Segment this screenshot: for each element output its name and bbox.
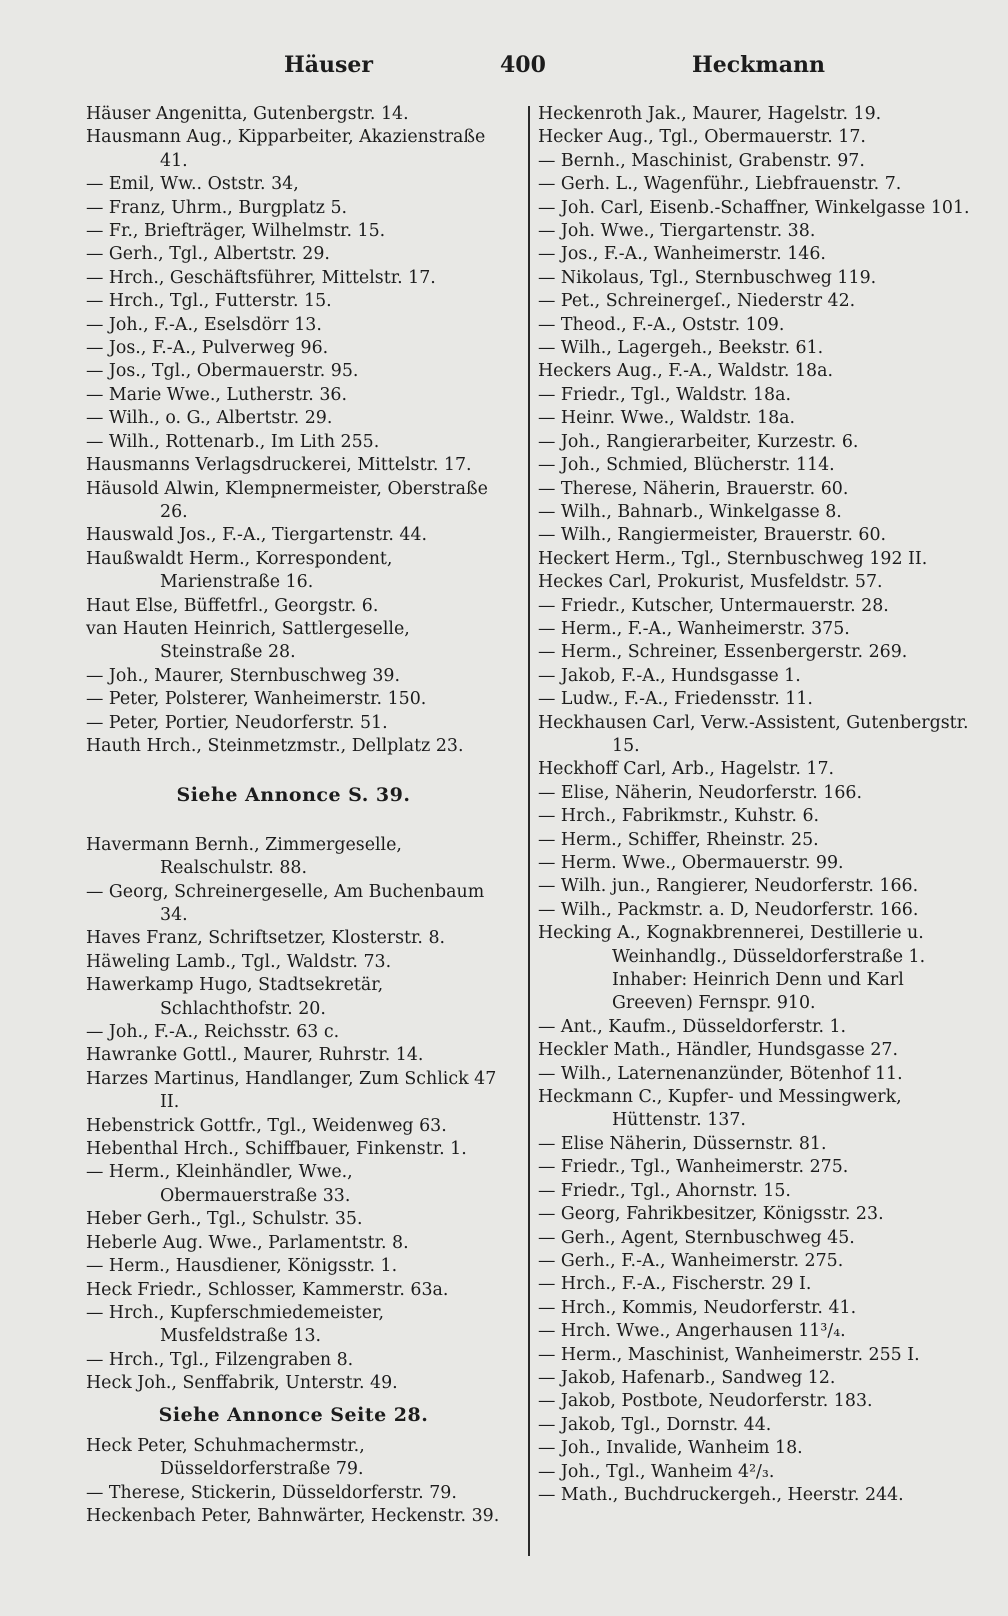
directory-entry: — Herm., Kleinhändler, Wwe., Obermauerstraße 33. bbox=[86, 1162, 353, 1206]
directory-entry: Heck Peter, Schuhmachermstr., Düsseldorferstraße 79. bbox=[86, 1435, 365, 1480]
directory-entry: — Gerh., Tgl., Albertstr. 29. bbox=[86, 244, 330, 265]
directory-entry: — Joh., Tgl., Wanheim 4²/₃. bbox=[538, 1461, 775, 1482]
directory-entry: Hawranke Gottl., Maurer, Ruhrstr. 14. bbox=[86, 1045, 424, 1066]
directory-entry: — Herm., Schreiner, Essenbergerstr. 269. bbox=[538, 642, 908, 663]
directory-entry: Heck Joh., Senffabrik, Unterstr. 49. bbox=[86, 1373, 398, 1394]
header-right-keyword: Heckmann bbox=[692, 52, 825, 78]
directory-entry: Heckhoff Carl, Arb., Hagelstr. 17. bbox=[538, 759, 835, 780]
directory-entry: — Wilh., Lagergeh., Beekstr. 61. bbox=[538, 338, 824, 359]
directory-entry: — Gerh., Agent, Sternbuschweg 45. bbox=[538, 1227, 855, 1248]
directory-entry: — Fr., Briefträger, Wilhelmstr. 15. bbox=[86, 221, 386, 242]
directory-entry: Heckert Herm., Tgl., Sternbuschweg 192 II. bbox=[538, 548, 928, 569]
directory-entry: — Elise, Näherin, Neudorferstr. 166. bbox=[538, 782, 862, 803]
directory-entry: Haves Franz, Schriftsetzer, Klosterstr. 8. bbox=[86, 928, 446, 949]
directory-entry: Heckenroth Jak., Maurer, Hagelstr. 19. bbox=[538, 104, 882, 124]
advertisement-notice: Siehe Annonce S. 39. bbox=[176, 784, 411, 807]
directory-entry: — Hrch., Fabrikmstr., Kuhstr. 6. bbox=[538, 806, 820, 827]
left-entries-group-1 bbox=[86, 103, 501, 758]
directory-entry: — Wilh. jun., Rangierer, Neudorferstr. 166. bbox=[538, 876, 919, 897]
directory-entry: Heck Friedr., Schlosser, Kammerstr. 63a. bbox=[86, 1279, 449, 1300]
directory-entry: — Gerh., F.-A., Wanheimerstr. 275. bbox=[538, 1250, 844, 1271]
directory-entry: — Herm., Hausdiener, Königsstr. 1. bbox=[86, 1256, 398, 1277]
directory-entry: Hebenthal Hrch., Schiffbauer, Finkenstr. 1. bbox=[86, 1139, 467, 1160]
directory-entry: — Wilh., Bahnarb., Winkelgasse 8. bbox=[538, 501, 842, 522]
directory-entry: — Heinr. Wwe., Waldstr. 18a. bbox=[538, 408, 796, 429]
directory-entry: — Friedr., Tgl., Ahornstr. 15. bbox=[538, 1180, 791, 1201]
directory-entry: Heckmann C., Kupfer- und Messingwerk, Hüttenstr. 137. bbox=[538, 1087, 902, 1131]
directory-entry: — Jakob, Postbote, Neudorferstr. 183. bbox=[538, 1391, 873, 1412]
directory-entry: — Joh., F.-A., Reichsstr. 63 c. bbox=[86, 1022, 340, 1043]
right-entries bbox=[538, 103, 978, 1507]
directory-entry: — Herm., F.-A., Wanheimerstr. 375. bbox=[538, 618, 850, 639]
directory-entry: — Wilh., o. G., Albertstr. 29. bbox=[86, 408, 333, 429]
header-left-keyword: Häuser bbox=[284, 52, 374, 78]
directory-entry: — Gerh. L., Wagenführ., Liebfrauenstr. 7. bbox=[538, 174, 902, 195]
directory-entry: — Peter, Polsterer, Wanheimerstr. 150. bbox=[86, 689, 427, 710]
directory-entry: — Georg, Schreinergeselle, Am Buchenbaum 34. bbox=[86, 881, 485, 925]
directory-entry: — Bernh., Maschinist, Grabenstr. 97. bbox=[538, 150, 865, 171]
directory-entry: — Hrch., Tgl., Futterstr. 15. bbox=[86, 291, 332, 312]
directory-entry: — Jos., Tgl., Obermauerstr. 95. bbox=[86, 361, 359, 382]
directory-entry: — Jakob, Hafenarb., Sandweg 12. bbox=[538, 1367, 836, 1388]
directory-entry: Hauth Hrch., Steinmetzmstr., Dellplatz 23. bbox=[86, 735, 464, 756]
directory-entry: Heckler Math., Händler, Hundsgasse 27. bbox=[538, 1040, 899, 1061]
directory-entry: Hausmanns Verlagsdruckerei, Mittelstr. 17. bbox=[86, 455, 472, 476]
directory-entry: — Friedr., Tgl., Wanheimerstr. 275. bbox=[538, 1157, 849, 1178]
directory-entry: — Peter, Portier, Neudorferstr. 51. bbox=[86, 712, 388, 733]
directory-entry: — Marie Wwe., Lutherstr. 36. bbox=[86, 384, 347, 405]
directory-entry: Hauswald Jos., F.-A., Tiergartenstr. 44. bbox=[86, 525, 428, 546]
directory-entry: — Jos., F.-A., Pulverweg 96. bbox=[86, 338, 329, 359]
left-entries-group-2 bbox=[86, 834, 501, 1396]
directory-entry: Hausmann Aug., Kipparbeiter, Akazienstraße 41. bbox=[86, 127, 486, 171]
directory-entry: Heckhausen Carl, Verw.-Assistent, Gutenbergstr. 15. bbox=[538, 712, 969, 756]
directory-entry: — Hrch., Geschäftsführer, Mittelstr. 17. bbox=[86, 267, 436, 288]
directory-entry: — Theod., F.-A., Oststr. 109. bbox=[538, 314, 785, 335]
directory-entry: Heckes Carl, Prokurist, Musfeldstr. 57. bbox=[538, 572, 883, 593]
page-number: 400 bbox=[500, 52, 546, 78]
directory-entry: — Hrch. Wwe., Angerhausen 11³/₄. bbox=[538, 1321, 846, 1342]
left-entries-group-3 bbox=[86, 1435, 501, 1529]
directory-entry: Heberle Aug. Wwe., Parlamentstr. 8. bbox=[86, 1232, 409, 1253]
directory-entry: — Wilh., Rangiermeister, Brauerstr. 60. bbox=[538, 525, 887, 546]
directory-entry: — Herm., Maschinist, Wanheimerstr. 255 I. bbox=[538, 1344, 920, 1365]
directory-entry: — Therese, Stickerin, Düsseldorferstr. 79. bbox=[86, 1482, 457, 1503]
directory-entry: — Herm. Wwe., Obermauerstr. 99. bbox=[538, 853, 844, 873]
directory-entry: — Hrch., Kommis, Neudorferstr. 41. bbox=[538, 1297, 857, 1318]
column-divider bbox=[528, 106, 530, 1556]
directory-entry: — Jakob, F.-A., Hundsgasse 1. bbox=[538, 665, 801, 686]
directory-entry: — Wilh., Rottenarb., Im Lith 255. bbox=[86, 431, 380, 452]
directory-entry: — Therese, Näherin, Brauerstr. 60. bbox=[538, 478, 849, 499]
directory-entry: Heckenbach Peter, Bahnwärter, Heckenstr. 39. bbox=[86, 1506, 500, 1527]
directory-entry: Häusold Alwin, Klempnermeister, Oberstraße 26. bbox=[86, 478, 488, 522]
directory-entry: — Joh., Rangierarbeiter, Kurzestr. 6. bbox=[538, 431, 859, 452]
directory-entry: — Friedr., Kutscher, Untermauerstr. 28. bbox=[538, 595, 889, 616]
directory-entry: Haußwaldt Herm., Korrespondent, Marienstraße 16. bbox=[86, 548, 393, 593]
directory-entry: — Elise Näherin, Düssernstr. 81. bbox=[538, 1133, 827, 1154]
directory-entry: — Jos., F.-A., Wanheimerstr. 146. bbox=[538, 244, 826, 265]
directory-entry: Havermann Bernh., Zimmergeselle, Realschulstr. 88. bbox=[86, 834, 402, 879]
page-header bbox=[86, 52, 986, 88]
directory-entry: — Emil, Ww.. Oststr. 34, bbox=[86, 174, 299, 195]
directory-entry: — Hrch., Tgl., Filzengraben 8. bbox=[86, 1349, 354, 1370]
directory-entry: — Georg, Fahrikbesitzer, Königsstr. 23. bbox=[538, 1204, 884, 1225]
directory-entry: — Pet., Schreinergeſ., Niederstr 42. bbox=[538, 291, 856, 312]
right-column bbox=[538, 103, 978, 1507]
directory-entry: van Hauten Heinrich, Sattlergeselle, Steinstraße 28. bbox=[86, 618, 410, 663]
directory-entry: — Jakob, Tgl., Dornstr. 44. bbox=[538, 1414, 772, 1435]
directory-entry: — Wilh., Laternenanzünder, Bötenhof 11. bbox=[538, 1063, 903, 1084]
directory-entry: Heber Gerh., Tgl., Schulstr. 35. bbox=[86, 1209, 363, 1230]
directory-entry: Häweling Lamb., Tgl., Waldstr. 73. bbox=[86, 951, 392, 972]
directory-entry: — Joh. Wwe., Tiergartenstr. 38. bbox=[538, 221, 816, 242]
directory-entry: — Hrch., F.-A., Fischerstr. 29 I. bbox=[538, 1274, 812, 1295]
directory-entry: Harzes Martinus, Handlanger, Zum Schlick 47 II. bbox=[86, 1068, 497, 1113]
directory-entry: — Joh., F.-A., Eselsdörr 13. bbox=[86, 314, 322, 335]
directory-entry: Hecker Aug., Tgl., Obermauerstr. 17. bbox=[538, 127, 866, 148]
directory-entry: — Ant., Kaufm., Düsseldorferstr. 1. bbox=[538, 1016, 847, 1037]
directory-entry: — Wilh., Packmstr. a. D, Neudorferstr. 166. bbox=[538, 899, 919, 920]
directory-entry: — Herm., Schiffer, Rheinstr. 25. bbox=[538, 829, 819, 850]
directory-entry: — Joh. Carl, Eisenb.-Schaffner, Winkelgasse 101. bbox=[538, 197, 970, 218]
directory-entry: — Joh., Schmied, Blücherstr. 114. bbox=[538, 455, 835, 476]
advertisement-notice: Siehe Annonce Seite 28. bbox=[158, 1403, 429, 1426]
directory-entry: Hecking A., Kognakbrennerei, Destillerie u. Weinhandlg., Düsseldorferstraße 1. Inhaber: Heinrich Denn und Karl Greeven) Fernspr. 910. bbox=[538, 923, 926, 1014]
left-column bbox=[86, 103, 501, 1529]
directory-entry: — Hrch., Kupferschmiedemeister, Musfeldstraße 13. bbox=[86, 1302, 385, 1347]
directory-entry: — Math., Buchdruckergeh., Heerstr. 244. bbox=[538, 1484, 904, 1505]
directory-entry: Hawerkamp Hugo, Stadtsekretär, Schlachthofstr. 20. bbox=[86, 975, 384, 1019]
directory-entry: — Nikolaus, Tgl., Sternbuschweg 119. bbox=[538, 267, 877, 288]
directory-entry: Hebenstrick Gottfr., Tgl., Weidenweg 63. bbox=[86, 1115, 447, 1136]
directory-entry: — Friedr., Tgl., Waldstr. 18a. bbox=[538, 384, 791, 405]
directory-entry: — Ludw., F.-A., Friedensstr. 11. bbox=[538, 689, 813, 710]
directory-entry: Häuser Angenitta, Gutenbergstr. 14. bbox=[86, 104, 409, 124]
directory-entry: — Joh., Maurer, Sternbuschweg 39. bbox=[86, 665, 400, 686]
directory-entry: Heckers Aug., F.-A., Waldstr. 18a. bbox=[538, 361, 833, 382]
directory-entry: Haut Else, Büffetfrl., Georgstr. 6. bbox=[86, 595, 379, 616]
directory-entry: — Franz, Uhrm., Burgplatz 5. bbox=[86, 197, 348, 218]
directory-entry: — Joh., Invalide, Wanheim 18. bbox=[538, 1438, 803, 1459]
